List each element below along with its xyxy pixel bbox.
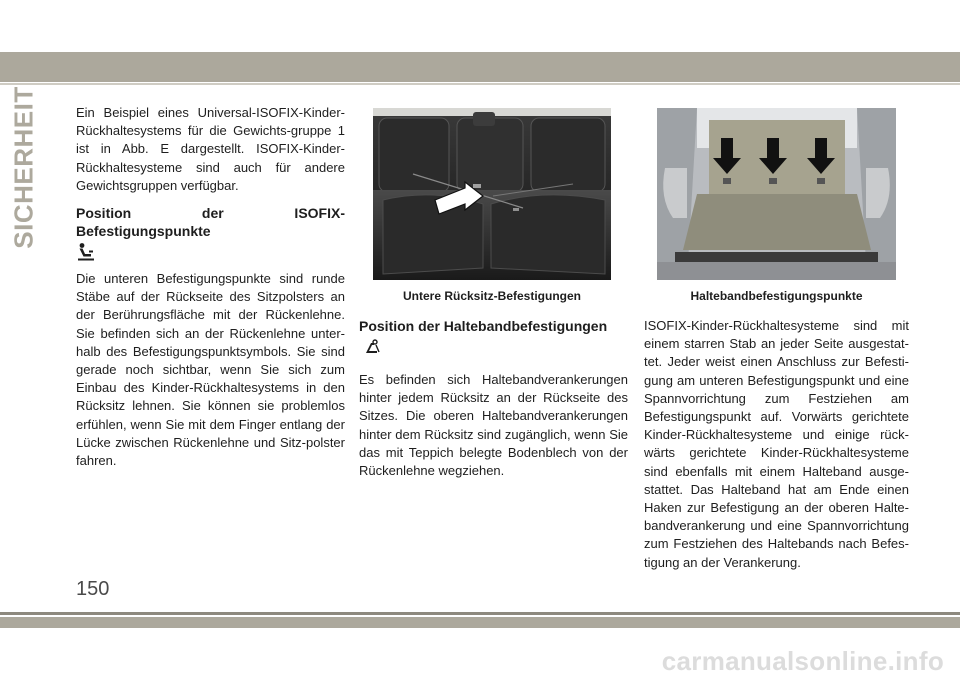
- column-left: [76, 104, 345, 470]
- heading-tether-position: Position der Haltebandbefestigungen: [359, 318, 608, 334]
- tether-anchor-icon: [363, 339, 628, 359]
- isofix-description-paragraph: ISOFIX-Kinder-Rückhaltesysteme sind mit einem starren Stab an jeder Seite ausgestat-tet. Jeder weist einen Anschluss zur Befesti-gung am unteren Befestigungspunkt und eine Spannvorrichtung zum Festziehen am Befestigungspunkt auf. Vorwärts gerichtete Kinder-Rückhaltesysteme und einige rück-wärts gerichtete Kinder-Rückhaltesysteme sind ebenfalls mit einem Halteband ausge-stattet. Das Halteband hat am Ende einen Haken zur Befestigung an der oberen Halte-bandverankerung und eine Spannvorrichtung zum Festziehen des Haltebands nach Befes-tigung an der Verankerung.: [644, 318, 909, 570]
- intro-paragraph: Ein Beispiel eines Universal-ISOFIX-Kinder-Rückhaltesystems für die Gewichts-gruppe 1 ist in Abb. E dargestellt. ISOFIX-Kinder-Rückhaltesysteme sind auch für andere Gewichtsgruppen verfügbar.: [76, 105, 345, 193]
- footer-band: [0, 617, 960, 628]
- section-label: SICHERHEIT: [8, 85, 39, 249]
- column-right: [644, 317, 909, 572]
- footer-rule: [0, 612, 960, 615]
- caption-tether-anchors: Haltebandbefestigungspunkte: [690, 289, 863, 303]
- tether-anchors-photo: [657, 108, 896, 280]
- section-tab: [8, 85, 39, 249]
- rear-seat-anchors-photo: [373, 108, 611, 280]
- header-rule: [0, 83, 960, 85]
- tether-position-paragraph: Es befinden sich Haltebandverankerungen hinter jedem Rücksitz an der Rückseite des Sitzes. Die oberen Haltebandverankerungen hinter dem Rücksitz sind zugänglich, wenn Sie das mit Teppich belegte Bodenblech von der Rückenlehne wegziehen.: [359, 372, 628, 479]
- watermark: carmanualsonline.info: [661, 646, 944, 676]
- caption-lower-anchors: Untere Rücksitz-Befestigungen: [402, 289, 582, 303]
- header-band: [0, 52, 960, 82]
- heading-isofix-position: Position der ISOFIX-Befestigungspunkte: [76, 205, 345, 240]
- isofix-child-seat-icon: [76, 242, 345, 262]
- page-number: 150: [76, 578, 110, 600]
- column-middle: [359, 317, 628, 480]
- isofix-position-paragraph: Die unteren Befestigungspunkte sind runde Stäbe auf der Rückseite des Sitzpolsters an der Berührungsfläche mit der Rückenlehne. Sie befinden sich an der Rückenlehne unter-halb des Befestigungspunktsymbols. Sie sind gerade noch sichtbar, wenn Sie sich zum Einbau des Kinder-Rückhaltesystems in den Rücksitz lehnen. Sie können sie problemlos erfühlen, wenn Sie mit dem Finger entlang der Lücke zwischen Rückenlehne und Sitz-polster fahren.: [76, 271, 345, 469]
